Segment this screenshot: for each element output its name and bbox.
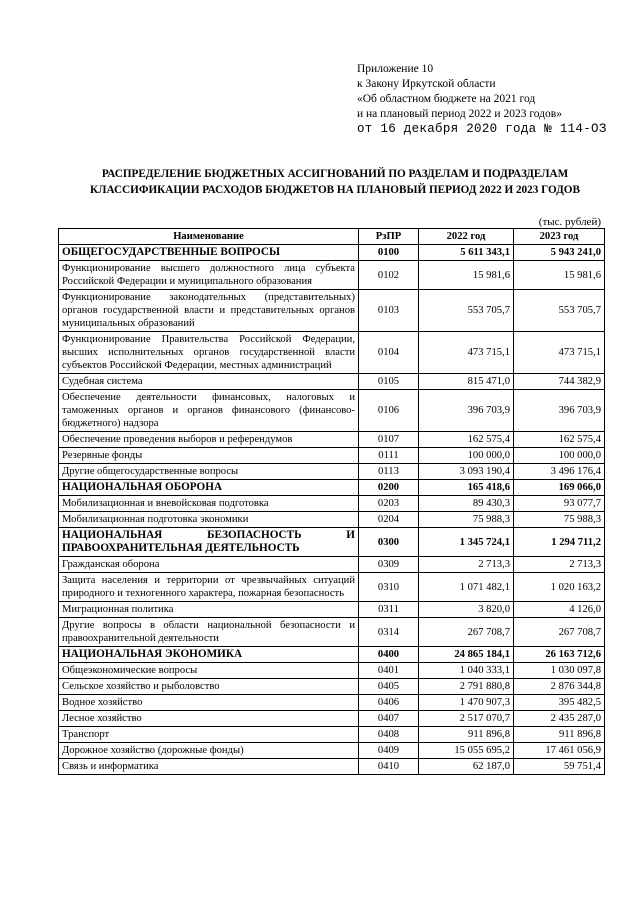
row-2023: 2 876 344,8 (514, 679, 605, 695)
row-2023: 15 981,6 (514, 261, 605, 290)
row-2022: 15 981,6 (419, 261, 514, 290)
row-code: 0314 (359, 618, 419, 647)
row-2022: 267 708,7 (419, 618, 514, 647)
row-code: 0203 (359, 496, 419, 512)
row-code: 0200 (359, 480, 419, 496)
row-code: 0401 (359, 663, 419, 679)
table-row (59, 695, 605, 711)
table-row (59, 743, 605, 759)
row-2022: 1 345 724,1 (419, 528, 514, 557)
row-2023: 17 461 056,9 (514, 743, 605, 759)
table-row (59, 496, 605, 512)
row-2022: 396 703,9 (419, 390, 514, 432)
row-code: 0311 (359, 602, 419, 618)
appendix-line: Приложение 10 (357, 63, 434, 75)
row-name: Судебная система (59, 374, 359, 390)
table-row (59, 374, 605, 390)
header-name: Наименование (59, 229, 359, 245)
row-name: Обеспечение проведения выборов и референдумов (59, 432, 359, 448)
row-name: Другие вопросы в области национальной безопасности и правоохранительной деятельности (59, 618, 359, 647)
row-name: Сельское хозяйство и рыболовство (59, 679, 359, 695)
row-2023: 169 066,0 (514, 480, 605, 496)
row-2023: 1 030 097,8 (514, 663, 605, 679)
row-2022: 1 040 333,1 (419, 663, 514, 679)
title-line: КЛАССИФИКАЦИИ РАСХОДОВ БЮДЖЕТОВ НА ПЛАНОВЫЙ ПЕРИОД 2022 И 2023 ГОДОВ (90, 184, 580, 196)
row-2022: 5 611 343,1 (419, 245, 514, 261)
row-code: 0107 (359, 432, 419, 448)
table-row (59, 332, 605, 374)
row-2023: 162 575,4 (514, 432, 605, 448)
row-2023: 93 077,7 (514, 496, 605, 512)
unit-label: (тыс. рублей) (538, 216, 601, 228)
row-name: Обеспечение деятельности финансовых, налоговых и таможенных органов и органов финансового (финансово-бюджетного) надзора (59, 390, 359, 432)
row-code: 0100 (359, 245, 419, 261)
appendix-line: «Об областном бюджете на 2021 год (357, 93, 536, 105)
row-code: 0111 (359, 448, 419, 464)
row-code: 0407 (359, 711, 419, 727)
row-code: 0105 (359, 374, 419, 390)
row-2023: 553 705,7 (514, 290, 605, 332)
table-row (59, 647, 605, 663)
row-2023: 26 163 712,6 (514, 647, 605, 663)
row-2022: 3 820,0 (419, 602, 514, 618)
row-code: 0104 (359, 332, 419, 374)
row-code: 0310 (359, 573, 419, 602)
row-2023: 59 751,4 (514, 759, 605, 775)
row-2023: 1 020 163,2 (514, 573, 605, 602)
row-name: НАЦИОНАЛЬНАЯ ОБОРОНА (59, 480, 359, 496)
header-2022: 2022 год (419, 229, 514, 245)
row-code: 0406 (359, 695, 419, 711)
row-2023: 5 943 241,0 (514, 245, 605, 261)
budget-table (58, 228, 605, 775)
table-row (59, 390, 605, 432)
row-2023: 473 715,1 (514, 332, 605, 374)
appendix-line: к Закону Иркутской области (357, 78, 496, 90)
row-2022: 2 517 070,7 (419, 711, 514, 727)
row-2022: 100 000,0 (419, 448, 514, 464)
row-2022: 62 187,0 (419, 759, 514, 775)
row-name: Миграционная политика (59, 602, 359, 618)
appendix-line: и на плановый период 2022 и 2023 годов» (357, 108, 562, 120)
row-name: Защита населения и территории от чрезвычайных ситуаций природного и техногенного характера, пожарная безопасность (59, 573, 359, 602)
row-2022: 1 071 482,1 (419, 573, 514, 602)
row-2023: 911 896,8 (514, 727, 605, 743)
row-name: Функционирование Правительства Российской Федерации, высших исполнительных органов государственной власти субъектов Российской Федерации, местных администраций (59, 332, 359, 374)
row-code: 0309 (359, 557, 419, 573)
table-row (59, 464, 605, 480)
row-2022: 1 470 907,3 (419, 695, 514, 711)
row-name: Мобилизационная подготовка экономики (59, 512, 359, 528)
row-name: Связь и информатика (59, 759, 359, 775)
table-row (59, 727, 605, 743)
row-code: 0204 (359, 512, 419, 528)
header-2023: 2023 год (514, 229, 605, 245)
table-row (59, 528, 605, 557)
table-row (59, 480, 605, 496)
row-2023: 1 294 711,2 (514, 528, 605, 557)
row-code: 0300 (359, 528, 419, 557)
row-2022: 75 988,3 (419, 512, 514, 528)
table-row (59, 261, 605, 290)
row-2022: 2 713,3 (419, 557, 514, 573)
table-row (59, 290, 605, 332)
row-code: 0400 (359, 647, 419, 663)
row-code: 0113 (359, 464, 419, 480)
title-line: РАСПРЕДЕЛЕНИЕ БЮДЖЕТНЫХ АССИГНОВАНИЙ ПО РАЗДЕЛАМ И ПОДРАЗДЕЛАМ (101, 168, 569, 180)
table-row (59, 573, 605, 602)
row-name: Транспорт (59, 727, 359, 743)
table-row (59, 432, 605, 448)
table-row (59, 663, 605, 679)
row-2022: 89 430,3 (419, 496, 514, 512)
row-name: Другие общегосударственные вопросы (59, 464, 359, 480)
row-code: 0405 (359, 679, 419, 695)
row-2022: 162 575,4 (419, 432, 514, 448)
row-2022: 911 896,8 (419, 727, 514, 743)
table-header-row (59, 229, 605, 245)
row-2023: 75 988,3 (514, 512, 605, 528)
row-2022: 553 705,7 (419, 290, 514, 332)
row-2023: 744 382,9 (514, 374, 605, 390)
row-code: 0103 (359, 290, 419, 332)
row-2023: 4 126,0 (514, 602, 605, 618)
table-row (59, 679, 605, 695)
table-row (59, 759, 605, 775)
row-code: 0408 (359, 727, 419, 743)
row-code: 0106 (359, 390, 419, 432)
row-name: Мобилизационная и вневойсковая подготовка (59, 496, 359, 512)
row-name: Общеэкономические вопросы (59, 663, 359, 679)
row-2023: 100 000,0 (514, 448, 605, 464)
row-name: Дорожное хозяйство (дорожные фонды) (59, 743, 359, 759)
appendix-block (357, 62, 607, 137)
row-2023: 395 482,5 (514, 695, 605, 711)
row-code: 0410 (359, 759, 419, 775)
document-title (50, 166, 620, 198)
appendix-law-number: от 16 декабря 2020 года № 114-ОЗ (357, 122, 607, 136)
table-row (59, 512, 605, 528)
table-row (59, 245, 605, 261)
table-row (59, 602, 605, 618)
row-2023: 267 708,7 (514, 618, 605, 647)
table-row (59, 557, 605, 573)
row-2023: 2 435 287,0 (514, 711, 605, 727)
row-name: Функционирование законодательных (представительных) органов государственной власти и представительных органов муниципальных образований (59, 290, 359, 332)
row-name: Гражданская оборона (59, 557, 359, 573)
row-2022: 15 055 695,2 (419, 743, 514, 759)
table-row (59, 711, 605, 727)
table-row (59, 448, 605, 464)
row-name: ОБЩЕГОСУДАРСТВЕННЫЕ ВОПРОСЫ (59, 245, 359, 261)
row-name: Водное хозяйство (59, 695, 359, 711)
row-name: НАЦИОНАЛЬНАЯ ЭКОНОМИКА (59, 647, 359, 663)
row-code: 0102 (359, 261, 419, 290)
row-2023: 2 713,3 (514, 557, 605, 573)
row-name: НАЦИОНАЛЬНАЯ БЕЗОПАСНОСТЬ И ПРАВООХРАНИТЕЛЬНАЯ ДЕЯТЕЛЬНОСТЬ (59, 528, 359, 557)
row-2022: 24 865 184,1 (419, 647, 514, 663)
row-2022: 473 715,1 (419, 332, 514, 374)
row-name: Функционирование высшего должностного лица субъекта Российской Федерации и муниципального образования (59, 261, 359, 290)
row-name: Лесное хозяйство (59, 711, 359, 727)
row-name: Резервные фонды (59, 448, 359, 464)
row-2023: 3 496 176,4 (514, 464, 605, 480)
table-row (59, 618, 605, 647)
row-2022: 2 791 880,8 (419, 679, 514, 695)
row-2022: 3 093 190,4 (419, 464, 514, 480)
row-code: 0409 (359, 743, 419, 759)
header-code: РзПР (359, 229, 419, 245)
row-2022: 815 471,0 (419, 374, 514, 390)
table-body (59, 245, 605, 775)
row-2022: 165 418,6 (419, 480, 514, 496)
row-2023: 396 703,9 (514, 390, 605, 432)
